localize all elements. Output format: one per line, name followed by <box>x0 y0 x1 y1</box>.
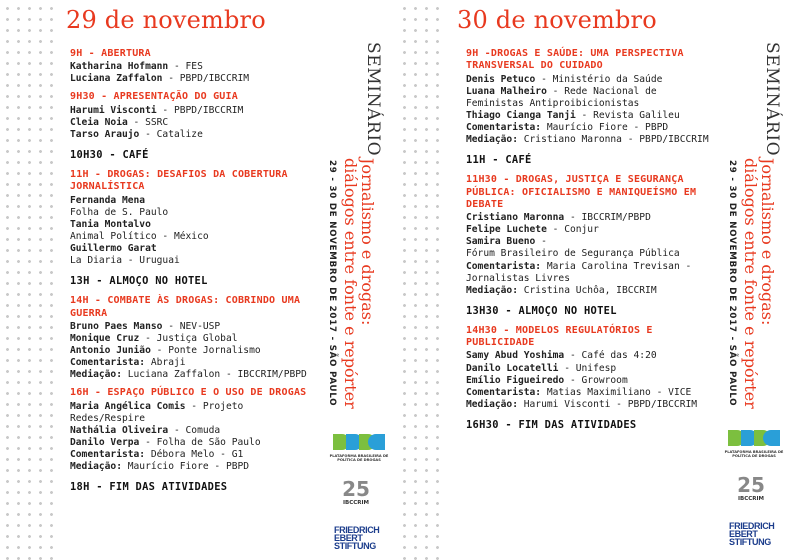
session-title: 14H - COMBATE ÀS DROGAS: COBRINDO UMA GUERRA <box>70 295 301 319</box>
participant-name: Felipe Luchete <box>466 224 547 236</box>
participant-line <box>466 122 712 134</box>
day-title: 29 de novembro <box>66 6 266 34</box>
participant-affiliation: - PBPD/IBCCRIM <box>162 73 250 85</box>
seminar-title-line-2: diálogos entre fonte e repórter <box>741 158 760 409</box>
session-block <box>70 169 318 267</box>
session-title: 16H - ESPAÇO PÚBLICO E O USO DE DROGAS <box>70 387 307 399</box>
session-block <box>70 295 318 381</box>
schedule-break: 11H - CAFÉ <box>466 154 532 167</box>
participant-name: Mediação: <box>466 284 518 296</box>
participant-affiliation: - Growroom <box>564 374 628 386</box>
participant-affiliation: - Unifesp <box>558 362 617 374</box>
fes-logo-line-2: EBERT <box>334 533 363 543</box>
participant-name: Harumi Visconti <box>70 104 157 116</box>
participant-line <box>70 73 318 85</box>
seminar-title <box>742 158 776 409</box>
participant-affiliation: Cristina Uchôa, IBCCRIM <box>517 284 657 296</box>
panel-day-29 <box>58 0 398 560</box>
session-block <box>70 48 318 85</box>
session-title: 14H30 - MODELOS REGULATÓRIOS E PUBLICIDADE <box>466 324 653 349</box>
participant-line <box>70 321 318 333</box>
participant-name: Mediação: <box>70 369 122 381</box>
participant-name: Comentarista: <box>466 121 542 133</box>
fes-logo-line-1: FRIEDRICH <box>334 525 380 535</box>
participant-affiliation: Maurício Fiore - PBPD <box>121 461 250 473</box>
participant-line <box>70 461 318 473</box>
participant-line <box>70 105 318 117</box>
seminar-label: SEMINÁRIO <box>762 42 782 157</box>
participant-affiliation: - Ponte Jornalismo <box>150 345 261 357</box>
participant-affiliation: Fórum Brasileiro de Segurança Pública <box>466 248 680 260</box>
participant-name: Comentarista: <box>70 449 146 461</box>
participant-line <box>466 261 712 285</box>
participant-affiliation: - Catalize <box>139 128 203 140</box>
participant-affiliation: Animal Político - México <box>70 231 209 243</box>
schedule-break: 18H - FIM DAS ATIVIDADES <box>70 481 228 494</box>
session-block <box>466 325 712 411</box>
session-title: 9H - ABERTURA <box>70 48 151 59</box>
participant-line <box>466 236 712 248</box>
participant-name: Guillermo Garat <box>70 243 157 255</box>
participant-line <box>466 350 712 362</box>
participant-name: Katharina Hofmann <box>70 61 169 73</box>
participant-line <box>70 425 318 437</box>
seminar-date-place: 29 - 30 DE NOVEMBRO DE 2017 - SÃO PAULO <box>327 160 337 407</box>
fes-logo <box>729 522 779 546</box>
seminar-title-line-1: Jornalismo e drogas: <box>758 158 777 326</box>
participant-name: Tarso Araujo <box>70 128 140 140</box>
participant-name: Comentarista: <box>466 386 542 398</box>
participant-name: Antonio Junião <box>70 345 151 357</box>
ibccrim-logo <box>336 478 376 506</box>
participant-line <box>70 231 318 243</box>
participant-name: Comentarista: <box>70 357 146 369</box>
panel-day-30 <box>441 0 800 560</box>
participant-name: Bruno Paes Manso <box>70 321 163 332</box>
session-block <box>70 387 318 473</box>
participant-line <box>466 248 712 260</box>
participant-line <box>466 399 712 411</box>
participant-name: Mediação: <box>70 461 122 473</box>
participant-name: Comentarista: <box>466 260 542 272</box>
fes-logo-line-3: STIFTUNG <box>729 537 771 547</box>
participant-name: Luciana Zaffalon <box>70 73 163 85</box>
seminar-title-line-1: Jornalismo e drogas: <box>358 158 377 326</box>
ibccrim-logo-text: IBCCRIM <box>737 496 765 502</box>
participant-name: Samira Bueno <box>466 236 536 248</box>
participant-affiliation: - Ministério da Saúde <box>535 73 663 85</box>
fes-logo-line-1: FRIEDRICH <box>729 521 775 531</box>
participant-line <box>466 134 712 146</box>
participant-line <box>466 212 712 224</box>
participant-affiliation: - Conjur <box>546 224 599 236</box>
participant-name: Mediação: <box>466 398 518 410</box>
session-title: 9H -DROGAS E SAÚDE: UMA PERSPECTIVA TRANSVERSAL DO CUIDADO <box>466 48 684 72</box>
fes-logo-line-2: EBERT <box>729 529 758 539</box>
fes-logo-line-3: STIFTUNG <box>334 541 376 551</box>
participant-name: Danilo Verpa <box>70 437 140 449</box>
ibccrim-logo-text: IBCCRIM <box>342 500 370 506</box>
participant-line <box>70 255 318 267</box>
participant-line <box>70 129 318 141</box>
participant-affiliation: Maria Carolina Trevisan - Jornalistas Livres <box>466 260 692 284</box>
session-title: 11H30 - DROGAS, JUSTIÇA E SEGURANÇA PÚBLICA: OFICIALISMO E MANIQUEÍSMO EM DEBATE <box>466 174 697 210</box>
participant-affiliation: La Diaria - Uruguai <box>70 255 180 267</box>
participant-name: Monique Cruz <box>70 333 140 345</box>
schedule-break: 13H - ALMOÇO NO HOTEL <box>70 275 208 288</box>
ibccrim-logo-number: 25 <box>737 473 765 497</box>
pbpd-logo-text: PLATAFORMA BRASILEIRA DE POLÍTICA DE DROGAS <box>329 454 389 463</box>
participant-name: Mediação: <box>466 134 518 146</box>
pbpd-logo <box>721 428 787 458</box>
participant-affiliation: - NEV-USP <box>162 321 221 332</box>
participant-affiliation: Folha de S. Paulo <box>70 206 169 218</box>
participant-name: Denis Petuco <box>466 73 536 85</box>
participant-name: Samy Abud Yoshima <box>466 350 565 362</box>
participant-line <box>466 74 712 86</box>
participant-line <box>466 224 712 236</box>
participant-line <box>70 219 318 231</box>
participant-affiliation: Débora Melo - G1 <box>145 449 244 461</box>
schedule-break: 10H30 - CAFÉ <box>70 149 149 162</box>
pbpd-logo <box>326 432 392 462</box>
participant-name: Maria Angélica Comis <box>70 400 186 412</box>
dot-pattern-left <box>0 0 58 560</box>
ibccrim-logo <box>731 474 771 502</box>
participant-affiliation: - Justiça Global <box>139 333 238 345</box>
participant-line <box>70 449 318 461</box>
participant-affiliation: - PBPD/IBCCRIM <box>156 104 244 116</box>
participant-line <box>70 333 318 345</box>
participant-affiliation: Cristiano Maronna - PBPD/IBCCRIM <box>517 134 709 146</box>
session-block <box>70 91 318 141</box>
participant-affiliation: Matias Maximiliano - VICE <box>541 386 692 398</box>
participant-line <box>70 61 318 73</box>
ibccrim-logo-number: 25 <box>342 477 370 501</box>
participant-affiliation: Maurício Fiore - PBPD <box>541 121 669 133</box>
participant-line <box>70 369 318 381</box>
participant-line <box>466 86 712 110</box>
participant-name: Thiago Cianga Tanji <box>466 109 576 121</box>
participant-affiliation: - <box>535 236 547 248</box>
seminar-title-line-2: diálogos entre fonte e repórter <box>341 158 360 409</box>
participant-affiliation: - Comuda <box>168 424 221 436</box>
participant-name: Luana Malheiro <box>466 85 547 97</box>
seminar-date-place: 29 - 30 DE NOVEMBRO DE 2017 - SÃO PAULO <box>727 160 737 407</box>
participant-name: Tania Montalvo <box>70 218 151 230</box>
session-block <box>466 174 712 297</box>
participant-line <box>466 110 712 122</box>
participant-affiliation: - SSRC <box>127 116 169 128</box>
participant-line <box>70 345 318 357</box>
participant-name: Danilo Locatelli <box>466 362 559 374</box>
seminar-label: SEMINÁRIO <box>363 42 383 157</box>
pbpd-shapes-icon <box>331 432 387 452</box>
program-list <box>70 48 318 501</box>
participant-line <box>466 285 712 297</box>
participant-line <box>70 243 318 255</box>
participant-affiliation: - Folha de São Paulo <box>139 437 261 449</box>
pbpd-logo-text: PLATAFORMA BRASILEIRA DE POLÍTICA DE DROGAS <box>724 450 784 459</box>
participant-affiliation: - FES <box>168 61 203 73</box>
participant-name: Cleia Noia <box>70 116 128 128</box>
participant-name: Fernanda Mena <box>70 194 146 206</box>
participant-affiliation: - Café das 4:20 <box>564 350 657 362</box>
day-title: 30 de novembro <box>457 6 657 34</box>
participant-line <box>70 437 318 449</box>
participant-affiliation: Abraji <box>145 357 186 369</box>
participant-affiliation: - IBCCRIM/PBPD <box>564 212 651 224</box>
participant-name: Cristiano Maronna <box>466 212 565 224</box>
participant-line <box>70 195 318 207</box>
participant-line <box>70 117 318 129</box>
session-title: 11H - DROGAS: DESAFIOS DA COBERTURA JORNALÍSTICA <box>70 169 288 193</box>
participant-line <box>466 363 712 375</box>
participant-affiliation: Luciana Zaffalon - IBCCRIM/PBPD <box>121 369 307 381</box>
seminar-title <box>342 158 376 409</box>
participant-line <box>466 375 712 387</box>
participant-line <box>70 401 318 425</box>
participant-line <box>466 387 712 399</box>
participant-name: Emílio Figueiredo <box>466 374 565 386</box>
participant-affiliation: - Revista Galileu <box>575 109 680 121</box>
participant-affiliation: - Projeto Redes/Respire <box>70 400 244 424</box>
session-block <box>466 48 712 146</box>
session-title: 9H30 - APRESENTAÇÃO DO GUIA <box>70 91 238 103</box>
participant-name: Nathália Oliveira <box>70 424 169 436</box>
participant-affiliation: - Rede Nacional de Feministas Antiproibicionistas <box>466 85 657 109</box>
participant-affiliation: Harumi Visconti - PBPD/IBCCRIM <box>517 398 698 410</box>
program-list <box>466 48 712 439</box>
dot-pattern-middle <box>397 0 441 560</box>
fes-logo <box>334 526 384 550</box>
participant-line <box>70 207 318 219</box>
schedule-break: 16H30 - FIM DAS ATIVIDADES <box>466 418 637 431</box>
schedule-break: 13H30 - ALMOÇO NO HOTEL <box>466 304 617 317</box>
participant-line <box>70 357 318 369</box>
pbpd-shapes-icon <box>726 428 782 448</box>
